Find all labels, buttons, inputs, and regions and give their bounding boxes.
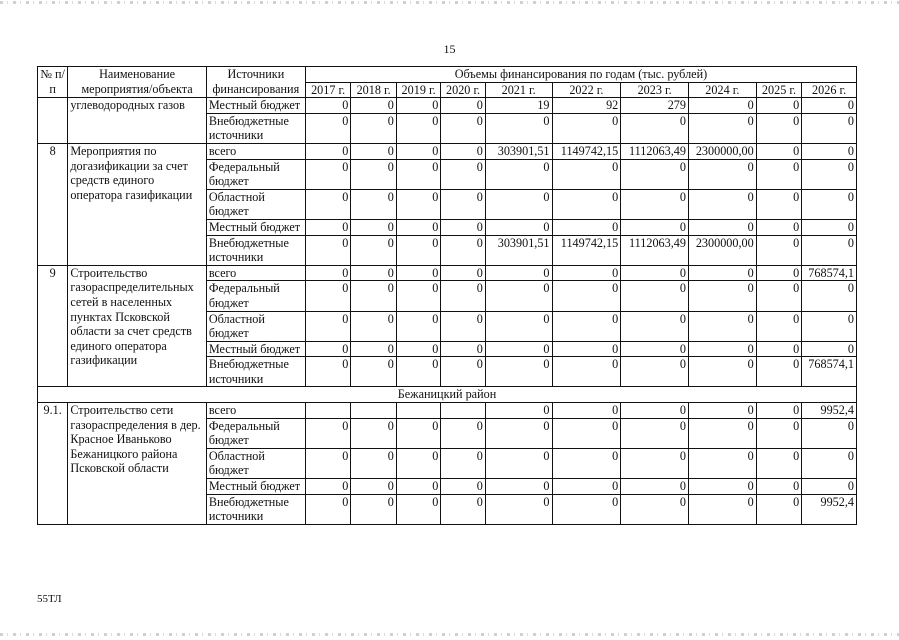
funding-source: Областной бюджет (206, 448, 305, 478)
amount-cell: 0 (688, 448, 756, 478)
amount-cell: 0 (756, 311, 801, 341)
event-name: углеводородных газов (68, 98, 207, 144)
amount-cell: 0 (621, 265, 689, 281)
scan-edge-top (0, 1, 899, 4)
amount-cell: 0 (688, 189, 756, 219)
amount-cell: 0 (552, 418, 621, 448)
amount-cell: 9952,4 (802, 403, 857, 419)
amount-cell: 0 (802, 479, 857, 495)
funding-source: Местный бюджет (206, 219, 305, 235)
amount-cell: 0 (552, 311, 621, 341)
amount-cell: 0 (396, 159, 440, 189)
amount-cell: 768574,1 (802, 357, 857, 387)
amount-cell: 0 (552, 403, 621, 419)
header-year: 2019 г. (396, 82, 440, 98)
scan-edge-bottom (0, 633, 899, 636)
amount-cell: 92 (552, 98, 621, 114)
amount-cell: 0 (621, 494, 689, 524)
amount-cell: 0 (688, 219, 756, 235)
amount-cell: 0 (305, 235, 350, 265)
funding-source: всего (206, 403, 305, 419)
amount-cell: 0 (396, 311, 440, 341)
amount-cell: 0 (756, 235, 801, 265)
amount-cell: 0 (621, 281, 689, 311)
amount-cell: 0 (756, 98, 801, 114)
amount-cell: 0 (485, 311, 552, 341)
amount-cell: 0 (621, 189, 689, 219)
header-col-no: № п/п (38, 67, 68, 98)
amount-cell: 0 (305, 98, 350, 114)
amount-cell: 0 (305, 265, 350, 281)
amount-cell: 0 (351, 448, 396, 478)
district-row (38, 387, 857, 403)
amount-cell: 0 (688, 281, 756, 311)
amount-cell: 0 (552, 494, 621, 524)
amount-cell (441, 403, 485, 419)
amount-cell: 0 (756, 113, 801, 143)
amount-cell: 0 (305, 113, 350, 143)
amount-cell: 0 (305, 448, 350, 478)
amount-cell: 0 (552, 479, 621, 495)
header-col-source: Источники финансирования (206, 67, 305, 98)
amount-cell: 0 (485, 265, 552, 281)
amount-cell: 0 (802, 311, 857, 341)
amount-cell: 0 (396, 235, 440, 265)
table-body (38, 67, 857, 525)
amount-cell: 0 (485, 189, 552, 219)
amount-cell: 0 (552, 357, 621, 387)
amount-cell: 0 (441, 98, 485, 114)
amount-cell: 0 (621, 479, 689, 495)
amount-cell: 0 (485, 479, 552, 495)
amount-cell: 0 (621, 403, 689, 419)
amount-cell: 0 (351, 159, 396, 189)
amount-cell: 0 (802, 113, 857, 143)
financing-table (37, 66, 857, 525)
amount-cell: 0 (396, 494, 440, 524)
amount-cell: 0 (441, 494, 485, 524)
amount-cell: 0 (396, 281, 440, 311)
amount-cell: 0 (552, 159, 621, 189)
amount-cell: 303901,51 (485, 143, 552, 159)
amount-cell: 0 (688, 113, 756, 143)
header-year: 2020 г. (441, 82, 485, 98)
amount-cell: 0 (802, 143, 857, 159)
header-year: 2017 г. (305, 82, 350, 98)
amount-cell: 0 (552, 341, 621, 357)
amount-cell: 0 (441, 311, 485, 341)
amount-cell: 0 (802, 235, 857, 265)
amount-cell: 0 (441, 143, 485, 159)
event-name: Строительство газораспределительных сетей в населенных пунктах Псковской области за счет средств единого оператора газификации (68, 265, 207, 387)
amount-cell: 0 (688, 403, 756, 419)
header-year: 2025 г. (756, 82, 801, 98)
amount-cell: 0 (305, 219, 350, 235)
amount-cell: 0 (351, 219, 396, 235)
amount-cell: 0 (485, 159, 552, 189)
funding-source: всего (206, 143, 305, 159)
amount-cell: 0 (351, 357, 396, 387)
amount-cell: 0 (441, 265, 485, 281)
amount-cell: 0 (688, 98, 756, 114)
funding-source: Федеральный бюджет (206, 281, 305, 311)
amount-cell: 0 (441, 448, 485, 478)
table-row (38, 403, 857, 419)
amount-cell: 0 (621, 418, 689, 448)
amount-cell: 0 (351, 418, 396, 448)
amount-cell: 0 (756, 418, 801, 448)
amount-cell: 0 (621, 341, 689, 357)
funding-source: Внебюджетные источники (206, 357, 305, 387)
funding-source: Внебюджетные источники (206, 113, 305, 143)
amount-cell: 0 (688, 357, 756, 387)
header-year: 2026 г. (802, 82, 857, 98)
row-number: 8 (38, 143, 68, 265)
funding-source: Федеральный бюджет (206, 159, 305, 189)
amount-cell: 0 (485, 341, 552, 357)
amount-cell: 0 (305, 189, 350, 219)
amount-cell: 0 (305, 479, 350, 495)
header-year: 2018 г. (351, 82, 396, 98)
amount-cell: 0 (396, 357, 440, 387)
amount-cell: 0 (802, 341, 857, 357)
row-number: 9 (38, 265, 68, 387)
amount-cell: 0 (305, 494, 350, 524)
amount-cell: 0 (396, 189, 440, 219)
amount-cell: 1149742,15 (552, 235, 621, 265)
funding-source: Местный бюджет (206, 341, 305, 357)
funding-source: Областной бюджет (206, 311, 305, 341)
amount-cell: 0 (802, 219, 857, 235)
amount-cell: 0 (621, 311, 689, 341)
amount-cell: 0 (756, 143, 801, 159)
amount-cell: 0 (756, 357, 801, 387)
amount-cell: 0 (351, 98, 396, 114)
amount-cell: 0 (351, 281, 396, 311)
amount-cell: 0 (441, 341, 485, 357)
amount-cell: 0 (351, 341, 396, 357)
amount-cell: 0 (802, 189, 857, 219)
amount-cell: 2300000,00 (688, 143, 756, 159)
row-number (38, 98, 68, 144)
table-row (38, 143, 857, 159)
amount-cell: 0 (396, 448, 440, 478)
amount-cell: 0 (485, 357, 552, 387)
amount-cell: 0 (305, 418, 350, 448)
amount-cell: 9952,4 (802, 494, 857, 524)
amount-cell: 0 (802, 418, 857, 448)
amount-cell: 0 (756, 189, 801, 219)
amount-cell: 0 (688, 494, 756, 524)
amount-cell: 0 (305, 159, 350, 189)
amount-cell: 0 (351, 189, 396, 219)
amount-cell: 0 (621, 159, 689, 189)
amount-cell: 0 (396, 98, 440, 114)
header-year: 2021 г. (485, 82, 552, 98)
amount-cell: 0 (396, 265, 440, 281)
amount-cell: 0 (351, 143, 396, 159)
amount-cell (305, 403, 350, 419)
table-row (38, 98, 857, 114)
header-year: 2022 г. (552, 82, 621, 98)
amount-cell: 0 (688, 341, 756, 357)
amount-cell: 0 (485, 281, 552, 311)
funding-source: Внебюджетные источники (206, 235, 305, 265)
amount-cell: 0 (552, 113, 621, 143)
district-title: Бежаницкий район (38, 387, 857, 403)
amount-cell: 0 (621, 219, 689, 235)
amount-cell: 0 (688, 479, 756, 495)
amount-cell: 0 (305, 341, 350, 357)
footer-code: 55ТЛ (37, 593, 62, 605)
amount-cell: 279 (621, 98, 689, 114)
amount-cell: 0 (485, 494, 552, 524)
amount-cell: 0 (802, 448, 857, 478)
amount-cell: 0 (756, 159, 801, 189)
amount-cell: 0 (621, 113, 689, 143)
amount-cell: 1112063,49 (621, 235, 689, 265)
amount-cell: 1149742,15 (552, 143, 621, 159)
funding-source: Местный бюджет (206, 98, 305, 114)
amount-cell: 0 (802, 98, 857, 114)
amount-cell: 0 (441, 113, 485, 143)
amount-cell: 0 (802, 159, 857, 189)
header-row-1 (38, 67, 857, 83)
amount-cell: 0 (756, 219, 801, 235)
row-number: 9.1. (38, 403, 68, 525)
amount-cell: 0 (441, 189, 485, 219)
amount-cell: 0 (756, 448, 801, 478)
header-year: 2023 г. (621, 82, 689, 98)
amount-cell: 0 (305, 311, 350, 341)
amount-cell: 0 (756, 494, 801, 524)
amount-cell: 0 (756, 341, 801, 357)
event-name: Строительство сети газораспределения в дер. Красное Иваньково Бежаницкого района Псковской области (68, 403, 207, 525)
amount-cell: 0 (396, 341, 440, 357)
amount-cell: 19 (485, 98, 552, 114)
amount-cell: 2300000,00 (688, 235, 756, 265)
amount-cell: 0 (305, 357, 350, 387)
amount-cell: 0 (756, 281, 801, 311)
amount-cell: 0 (441, 235, 485, 265)
amount-cell: 0 (552, 265, 621, 281)
amount-cell: 0 (756, 265, 801, 281)
amount-cell: 0 (688, 311, 756, 341)
amount-cell: 0 (485, 403, 552, 419)
amount-cell: 0 (441, 281, 485, 311)
amount-cell: 0 (441, 418, 485, 448)
amount-cell: 0 (552, 189, 621, 219)
amount-cell: 0 (305, 143, 350, 159)
amount-cell: 0 (802, 281, 857, 311)
amount-cell: 0 (441, 219, 485, 235)
amount-cell: 0 (351, 265, 396, 281)
funding-source: Местный бюджет (206, 479, 305, 495)
amount-cell: 0 (396, 418, 440, 448)
amount-cell: 0 (351, 494, 396, 524)
amount-cell (351, 403, 396, 419)
funding-source: Внебюджетные источники (206, 494, 305, 524)
amount-cell: 0 (756, 403, 801, 419)
header-col-volumes: Объемы финансирования по годам (тыс. рублей) (305, 67, 856, 83)
amount-cell: 0 (485, 448, 552, 478)
amount-cell: 0 (485, 219, 552, 235)
amount-cell: 0 (621, 448, 689, 478)
amount-cell: 1112063,49 (621, 143, 689, 159)
amount-cell: 0 (441, 357, 485, 387)
funding-source: Федеральный бюджет (206, 418, 305, 448)
table-row (38, 265, 857, 281)
amount-cell: 303901,51 (485, 235, 552, 265)
event-name: Мероприятия по догазификации за счет средств единого оператора газификации (68, 143, 207, 265)
amount-cell: 0 (396, 113, 440, 143)
amount-cell: 0 (552, 281, 621, 311)
amount-cell: 0 (441, 159, 485, 189)
header-col-name: Наименование мероприятия/объекта (68, 67, 207, 98)
amount-cell: 0 (688, 265, 756, 281)
amount-cell: 768574,1 (802, 265, 857, 281)
amount-cell: 0 (621, 357, 689, 387)
amount-cell: 0 (351, 311, 396, 341)
amount-cell: 0 (552, 219, 621, 235)
amount-cell: 0 (756, 479, 801, 495)
amount-cell: 0 (485, 418, 552, 448)
amount-cell: 0 (396, 143, 440, 159)
page-number: 15 (443, 42, 456, 56)
amount-cell: 0 (396, 219, 440, 235)
amount-cell: 0 (441, 479, 485, 495)
amount-cell: 0 (688, 418, 756, 448)
amount-cell: 0 (351, 479, 396, 495)
amount-cell: 0 (351, 235, 396, 265)
amount-cell: 0 (688, 159, 756, 189)
amount-cell: 0 (305, 281, 350, 311)
amount-cell: 0 (485, 113, 552, 143)
funding-source: Областной бюджет (206, 189, 305, 219)
amount-cell: 0 (351, 113, 396, 143)
amount-cell: 0 (552, 448, 621, 478)
funding-source: всего (206, 265, 305, 281)
amount-cell (396, 403, 440, 419)
header-year: 2024 г. (688, 82, 756, 98)
amount-cell: 0 (396, 479, 440, 495)
